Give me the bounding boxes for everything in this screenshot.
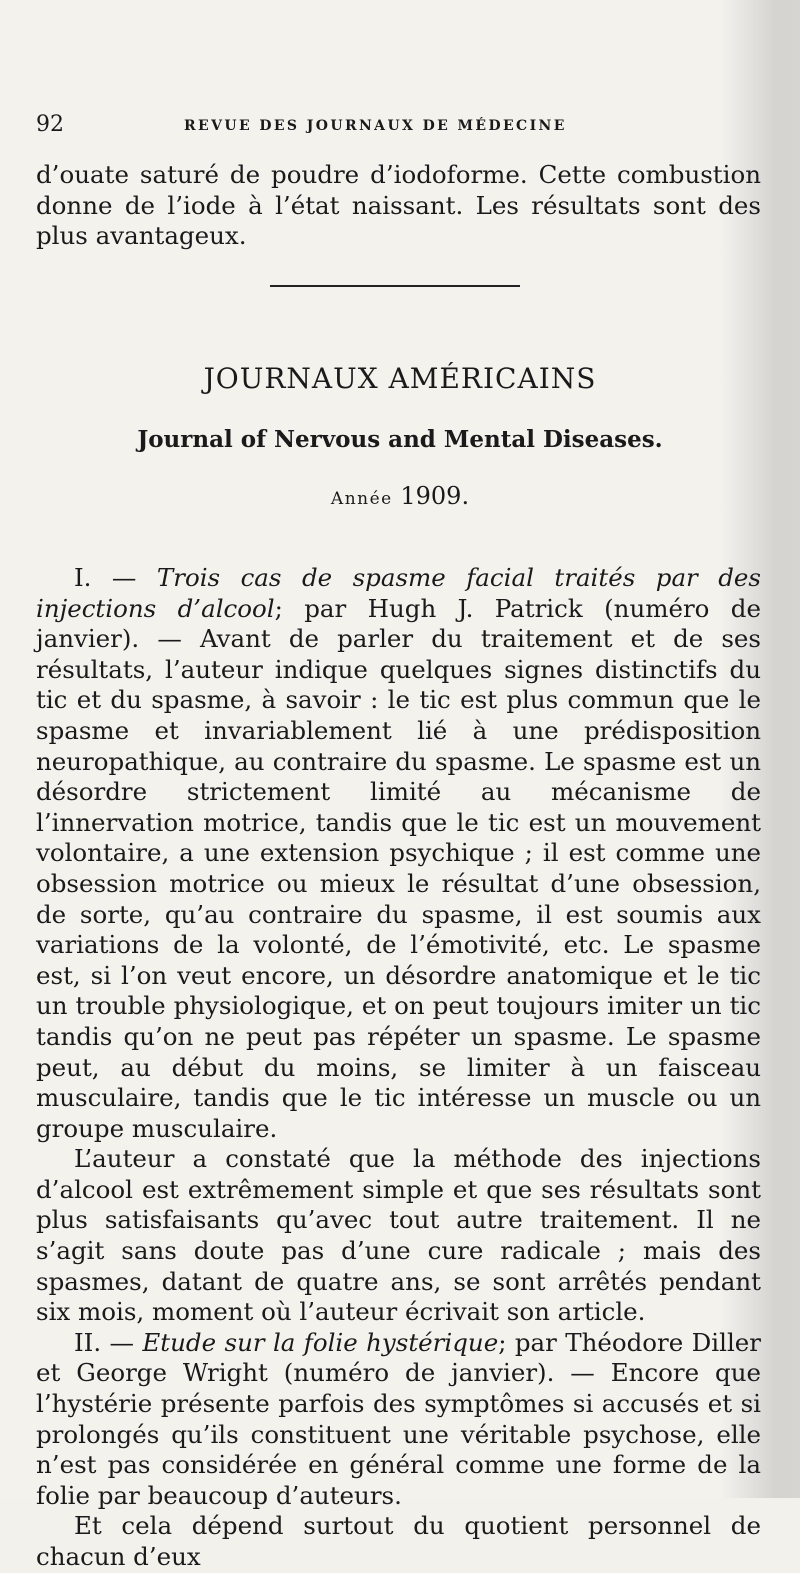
article-2-authors: ; par Théodore Diller et George Wright (numéro de janvier). — <box>36 1327 761 1388</box>
continued-paragraph: d’ouate saturé de poudre d’iodoforme. Cette combustion donne de l’iode à l’état naissant. Les résultats sont des plus avantageux. <box>36 160 761 251</box>
article-1-number: I. — <box>74 563 157 592</box>
section-title: JOURNAUX AMÉRICAINS <box>203 362 597 395</box>
journal-title: Journal of Nervous and Mental Diseases. <box>137 426 663 453</box>
section-divider <box>270 285 520 287</box>
article-2-number: II. — <box>74 1327 143 1357</box>
page-header <box>36 112 736 142</box>
article-1-paragraph-2: L’auteur a constaté que la méthode des injections d’alcool est extrêmement simple et que ses résultats sont plus satisfaisants qu’avec tout autre traitement. Il ne s’agit sans doute pas d’une cure radicale ; mais des spasmes, datant de quatre ans, se sont arrêtés pendant six mois, moment où l’auteur écrivait son article. <box>36 1144 761 1327</box>
running-head: REVUE DES JOURNAUX DE MÉDECINE <box>184 118 567 134</box>
article-2-body: Encore que l’hystérie présente parfois des symptômes si accusés et si prolongés qu’ils constituent une véritable psychose, elle n’est pas considérée en général comme une forme de la folie par beaucoup d’auteurs. <box>36 1358 761 1510</box>
article-1-paragraph <box>36 563 761 1144</box>
page-number: 92 <box>36 112 64 137</box>
article-1-authors: ; par Hugh J. Patrick (numéro de janvier). — <box>36 593 761 654</box>
articles-block <box>36 563 761 1573</box>
article-2-paragraph <box>36 1328 761 1512</box>
article-1-title: Trois cas de spasme facial traités par des injections d’alcool <box>36 563 761 623</box>
year-value: 1909. <box>400 482 470 510</box>
year-label: Année <box>330 489 393 509</box>
article-1-body: Avant de parler du traitement et de ses résultats, l’auteur indique quelques signes distinctifs du tic et du spasme, à savoir : le tic est plus commun que le spasme et invariablement lié à une prédisposition neuropathique, au contraire du spasme. Le spasme est un désordre strictement limité au mécanisme de l’innervation motrice, tandis que le tic est un mouvement volontaire, a une extension psychique ; il est comme une obsession motrice ou mieux le résultat d’une obsession, de sorte, qu’au contraire du spasme, il est soumis aux variations de la volonté, de l’émotivité, etc. Le spasme est, si l’on veut encore, un désordre anatomique et le tic un trouble physiologique, et on peut toujours imiter un tic tandis qu’on ne peut pas répéter un spasme. Le spasme peut, au début du moins, se limiter à un faisceau musculaire, tandis que le tic intéresse un muscle ou un groupe musculaire. <box>36 624 762 1143</box>
article-2-paragraph-2: Et cela dépend surtout du quotient personnel de chacun d’eux <box>36 1511 761 1571</box>
year-heading <box>0 482 800 510</box>
continued-paragraph-block <box>36 160 761 252</box>
article-2-title: Etude sur la folie hystérique <box>142 1327 499 1357</box>
